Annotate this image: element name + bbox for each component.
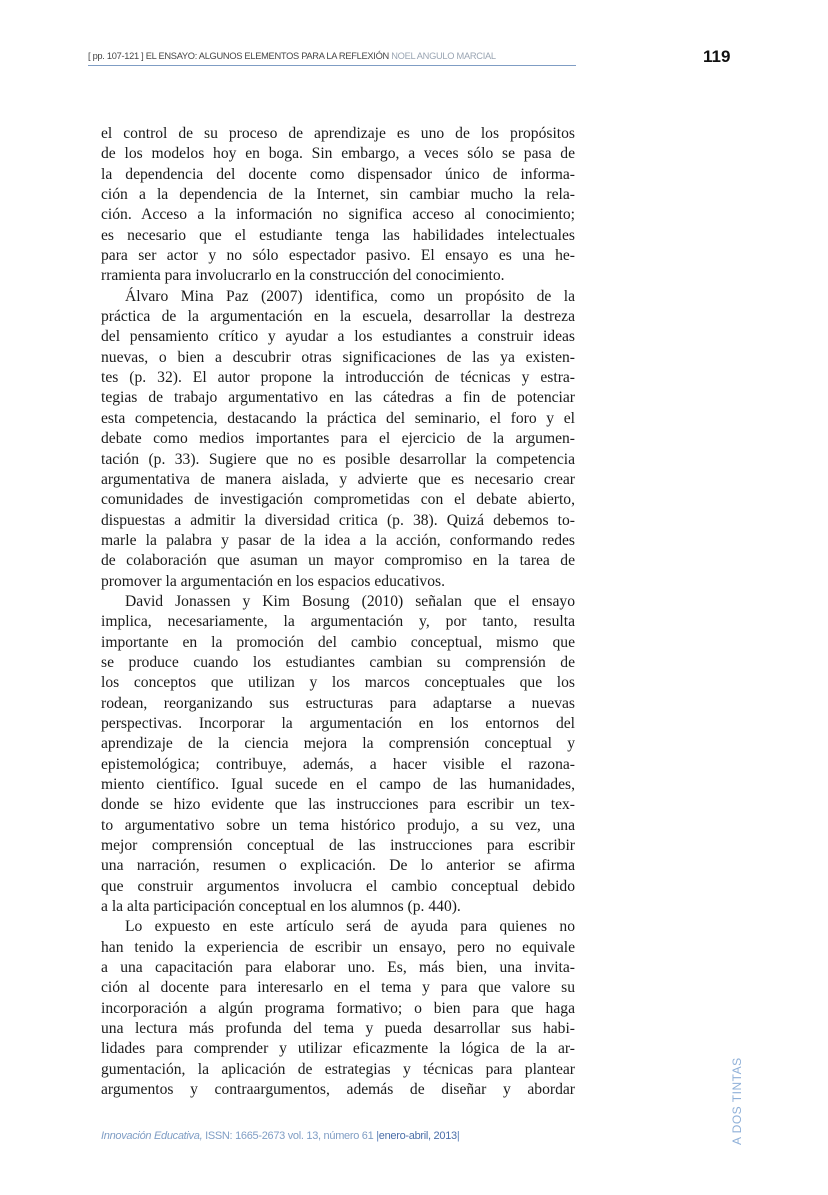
text-line: David Jonassen y Kim Bosung (2010) señalan que el ensayo [125,592,575,610]
text-line: se produce cuando los estudiantes cambian su comprensión de [101,653,575,671]
text-line: miento científico. Igual sucede en el campo de las humanidades, [101,776,575,793]
text-line: lidades para comprender y utilizar eficazmente la lógica de la ar- [101,1040,575,1058]
page-range: [ pp. 107-121 ] [88,51,144,61]
text-line: aprendizaje de la ciencia mejora la comprensión conceptual y [101,735,575,753]
text-line: esta competencia, destacando la práctica del seminario, el foro y el [101,409,575,427]
article-title: EL ENSAYO: ALGUNOS ELEMENTOS PARA LA REFLEXIÓN [145,51,389,61]
text-line: debate como medios importantes para el ejercicio de la argumen- [101,430,575,448]
page-number: 119 [703,47,731,66]
text-line: ción a la dependencia de la Internet, sin cambiar mucho la rela- [101,186,575,204]
text-line: una narración, resumen o explicación. De lo anterior se afirma [101,857,575,875]
text-line: de colaboración que asuman un mayor compromiso en la tarea de [101,552,575,570]
text-line: de los modelos hoy en boga. Sin embargo, a veces sólo se pasa de [101,145,575,163]
text-line: dispuestas a admitir la diversidad critica (p. 38). Quizá debemos to- [101,511,575,529]
text-line: rramienta para involucrarlo en la construcción del conocimiento. [101,267,505,285]
text-line: marle la palabra y pasar de la idea a la acción, conformando redes [101,531,575,549]
text-line: el control de su proceso de aprendizaje es uno de los propósitos [101,125,575,142]
text-line: mejor comprensión conceptual de las instrucciones para escribir [101,837,575,855]
text-line: incorporación a algún programa formativo; o bien para que haga [101,999,575,1017]
text-line: del pensamiento crítico y ayudar a los estudiantes a construir ideas [101,328,575,346]
text-line: tes (p. 32). El autor propone la introducción de técnicas y estra- [101,369,575,387]
text-line: tegias de trabajo argumentativo en las cátedras a fin de potenciar [101,389,575,407]
text-line: Lo expuesto en este artículo será de ayuda para quienes no [125,918,575,936]
text-line: que construir argumentos involucra el cambio conceptual debido [101,877,575,895]
text-line: ción. Acceso a la información no significa acceso al conocimiento; [101,206,575,224]
text-line: promover la argumentación en los espacios educativos. [101,572,445,590]
text-line: argumentativa de manera aislada, y advierte que es necesario crear [101,470,575,488]
text-line: es necesario que el estudiante tenga las habilidades intelectuales [101,226,575,244]
text-line: epistemológica; contribuye, además, a hacer visible el razona- [101,755,575,773]
text-line: to argumentativo sobre un tema histórico produjo, a su vez, una [101,816,575,834]
text-line: nuevas, o bien a descubrir otras significaciones de las ya existen- [101,348,575,366]
section-label: A DOS TINTAS [730,1057,744,1145]
text-line: perspectivas. Incorporar la argumentación en los entornos del [101,714,575,732]
text-line: argumentos y contraargumentos, además de diseñar y abordar [101,1081,575,1099]
text-line: comunidades de investigación comprometidas con el debate abierto, [101,491,575,509]
separator: | [376,1130,379,1142]
text-line: a una capacitación para elaborar uno. Es, más bien, una invita- [101,959,575,977]
body-text [101,124,575,1101]
text-line: a la alta participación conceptual en los alumnos (p. 440). [101,898,461,916]
text-line: Álvaro Mina Paz (2007) identifica, como un propósito de la [125,287,575,305]
paragraph [101,287,575,592]
footer [101,1130,459,1142]
text-line: la dependencia del docente como dispensador único de informa- [101,165,575,183]
text-line: rodean, reorganizando sus estructuras para adaptarse a nuevas [101,694,575,712]
paragraph [101,592,575,918]
running-header [88,50,576,66]
text-line: ción al docente para interesarlo en el tema y para que valore su [101,979,575,997]
article-author: NOEL ANGULO MARCIAL [391,51,496,61]
text-line: para ser actor y no sólo espectador pasivo. El ensayo es una he- [101,247,575,265]
text-line: implica, necesariamente, la argumentación y, por tanto, resulta [101,613,575,631]
text-line: importante en la promoción del cambio conceptual, mismo que [101,633,575,651]
text-line: han tenido la experiencia de escribir un ensayo, pero no equivale [101,938,575,956]
journal-name: Innovación Educativa, [101,1130,203,1142]
paragraph [101,917,575,1100]
text-line: donde se hizo evidente que las instrucciones para escribir un tex- [101,796,575,814]
text-line: práctica de la argumentación en la escuela, desarrollar la destreza [101,308,575,326]
separator: | [456,1130,460,1142]
text-line: los conceptos que utilizan y los marcos conceptuales que los [101,674,575,692]
text-line: tación (p. 33). Sugiere que no es posible desarrollar la competencia [101,450,575,468]
text-line: gumentación, la aplicación de estrategias y técnicas para plantear [101,1060,575,1078]
paragraph [101,124,575,287]
issue-date: enero-abril, 2013 [378,1130,457,1142]
text-line: una lectura más profunda del tema y pueda desarrollar sus habi- [101,1020,575,1038]
issn-info: ISSN: 1665-2673 vol. 13, número 61 [202,1130,377,1142]
